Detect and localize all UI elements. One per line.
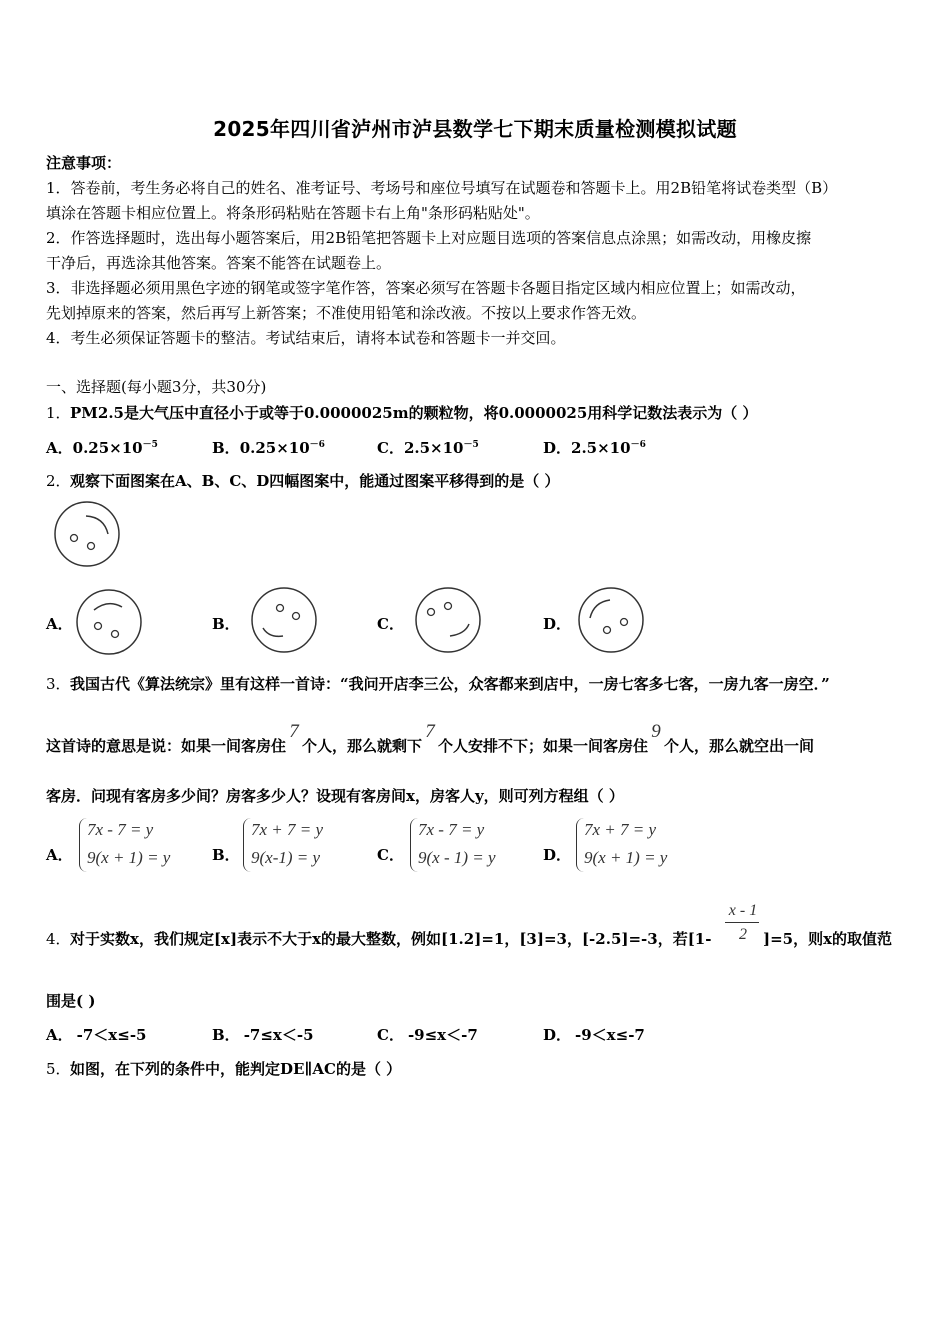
q2-option-a-figure[interactable] — [75, 588, 145, 658]
q4-option-b[interactable]: B． -7≤x＜-5 — [212, 1026, 314, 1044]
q2-option-a-label[interactable]: A． — [46, 615, 73, 633]
q3-option-b-system[interactable]: 7x + 7 = y 9(x-1) = y — [243, 818, 353, 876]
q4-fraction: x - 1 2 — [725, 902, 761, 948]
notice-line-4: 干净后，再选涂其他答案。答案不能答在试题卷上。 — [46, 254, 392, 272]
q4-line-2: 围是( ) — [46, 992, 96, 1010]
q1-option-a[interactable]: A．$0.25\times 10^{-5}$ — [46, 439, 158, 457]
q3-number: 3． — [46, 675, 71, 693]
q2-option-d-label[interactable]: D． — [543, 615, 572, 633]
page-title: 2025年四川省泸州市泸县数学七下期末质量检测模拟试题 — [213, 117, 737, 141]
q3-option-c-label[interactable]: C． — [377, 846, 404, 864]
q3-option-b-label[interactable]: B． — [212, 846, 240, 864]
q4-text-a: 对于实数x，我们规定[x]表示不大于x的最大整数，例如[1.2]=1，[3]=3，[-2.5]=-3，若[1- — [70, 930, 712, 948]
q3-line-1: 我国古代《算法统宗》里有这样一首诗：“我问开店李三公，众客都来到店中，一房七客多七客，一房九客一房空．” — [70, 675, 830, 693]
notice-line-5: 3．非选择题必须用黑色字迹的钢笔或签字笔作答，答案必须写在答题卡各题目指定区域内相应位置上；如需改动， — [46, 279, 806, 297]
q1-option-d[interactable]: D．$2.5\times 10^{-6}$ — [543, 439, 646, 457]
q2-option-c-figure[interactable] — [413, 586, 485, 656]
brace-icon — [410, 818, 418, 872]
q1-text: PM2.5是大气压中直径小于或等于0.0000025m的颗粒物，将0.0000025用科学记数法表示为（ ） — [70, 404, 758, 422]
notice-line-3: 2．作答选择题时，选出每小题答案后，用2B铅笔把答题卡上对应题目选项的答案信息点涂黑；如需改动，用橡皮擦 — [46, 229, 812, 247]
q1-number: 1． — [46, 404, 71, 422]
q1-option-c[interactable]: C．$2.5\times 10^{-5}$ — [377, 439, 479, 457]
q2-text: 观察下面图案在A、B、C、D四幅图案中，能通过图案平移得到的是（ ） — [70, 472, 560, 490]
q2-option-c-label[interactable]: C． — [377, 615, 404, 633]
q4-option-d[interactable]: D． -9＜x≤-7 — [543, 1026, 645, 1044]
notice-line-2: 填涂在答题卡相应位置上。将条形码粘贴在答题卡右上角"条形码粘贴处"。 — [46, 204, 540, 222]
q4-text-b: ]=5，则x的取值范 — [763, 930, 893, 948]
q5-number: 5． — [46, 1060, 71, 1078]
q3-option-a-label[interactable]: A． — [46, 846, 73, 864]
section-heading: 一、选择题(每小题3分，共30分) — [46, 378, 267, 396]
q3-line-2: 这首诗的意思是说：如果一间客房住7个人，那么就剩下7个人安排不下；如果一间客房住9个人，那么就空出一间 — [46, 721, 815, 755]
notice-line-7: 4．考生必须保证答题卡的整洁。考试结束后，请将本试卷和答题卡一并交回。 — [46, 329, 566, 347]
brace-icon — [79, 818, 87, 872]
q3-option-d-label[interactable]: D． — [543, 846, 572, 864]
q4-option-c[interactable]: C． -9≤x＜-7 — [377, 1026, 478, 1044]
q3-option-d-system[interactable]: 7x + 7 = y 9(x + 1) = y — [576, 818, 686, 876]
q4-option-a[interactable]: A． -7＜x≤-5 — [46, 1026, 147, 1044]
notice-line-1: 1．答卷前，考生务必将自己的姓名、准考证号、考场号和座位号填写在试题卷和答题卡上。用2B铅笔将试卷类型（B） — [46, 179, 838, 197]
q3-option-c-system[interactable]: 7x - 7 = y 9(x - 1) = y — [410, 818, 520, 876]
q5-text: 如图，在下列的条件中，能判定DE∥AC的是（ ） — [70, 1060, 402, 1078]
q2-option-b-label[interactable]: B． — [212, 615, 240, 633]
q2-option-b-figure[interactable] — [249, 586, 321, 656]
notice-line-6: 先划掉原来的答案，然后再写上新答案；不准使用铅笔和涂改液。不按以上要求作答无效。 — [46, 304, 647, 322]
brace-icon — [243, 818, 251, 872]
q4-number: 4． — [46, 930, 71, 948]
q2-number: 2． — [46, 472, 71, 490]
q2-reference-face-figure — [52, 500, 122, 570]
q1-option-b[interactable]: B．$0.25\times 10^{-6}$ — [212, 439, 325, 457]
q2-option-d-figure[interactable] — [576, 586, 648, 656]
q3-line-3: 客房．问现有客房多少间？房客多少人？设现有客房间x，房客人y，则可列方程组（ ） — [46, 787, 624, 805]
brace-icon — [576, 818, 584, 872]
q3-option-a-system[interactable]: 7x - 7 = y 9(x + 1) = y — [79, 818, 189, 876]
notice-heading: 注意事项： — [46, 154, 122, 172]
